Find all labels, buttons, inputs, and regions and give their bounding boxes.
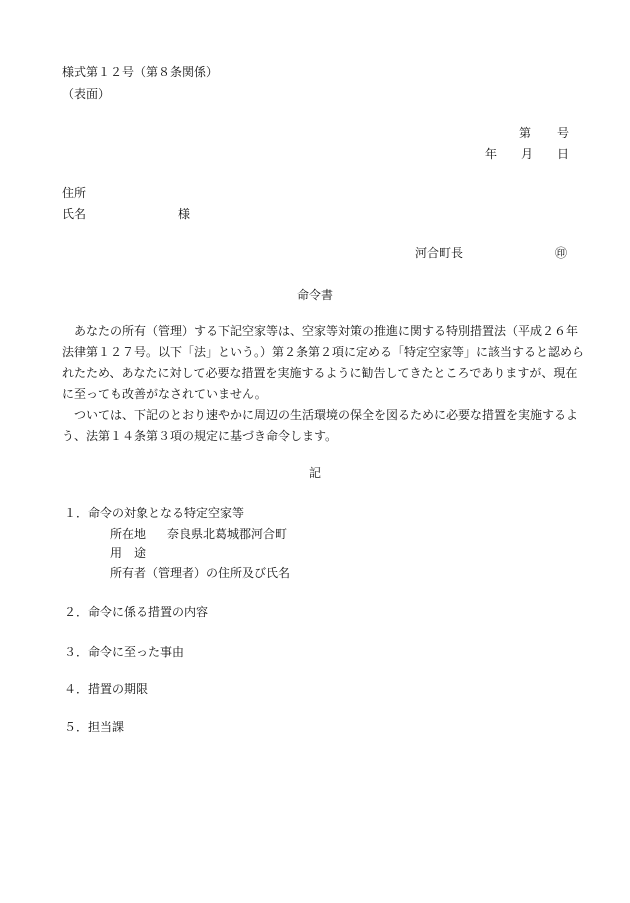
form-number-label: 様式第１２号（第８条関係）	[62, 65, 219, 79]
item-1-label: １．命令の対象となる特定空家等	[64, 506, 245, 520]
date-year: 年	[485, 147, 498, 161]
issuer-title: 河合町長	[415, 246, 464, 260]
side-label: （表面）	[62, 87, 111, 101]
item-1-location-value: 奈良県北葛城郡河合町	[167, 527, 288, 541]
body-paragraph-1	[62, 321, 585, 405]
item-1-use-label: 用 途	[110, 546, 147, 560]
doc-number-prefix: 第	[519, 126, 532, 140]
document-title: 命令書	[297, 288, 334, 302]
seal-mark: ㊞	[555, 246, 568, 260]
item-5-label: ５．担当課	[64, 720, 125, 734]
paragraph-line: う、法第１４条第３項の規定に基づき命令します。	[62, 429, 338, 443]
date-day: 日	[557, 147, 570, 161]
paragraph-line: ついては、下記のとおり速やかに周辺の生活環境の保全を図るために必要な措置を実施するよ	[62, 408, 579, 422]
item-4-label: ４．措置の期限	[64, 682, 149, 696]
honorific: 様	[178, 207, 191, 221]
body-paragraph-2	[62, 405, 579, 447]
paragraph-line: あなたの所有（管理）する下記空家等は、空家等対策の推進に関する特別措置法（平成２６年	[62, 324, 579, 338]
item-2-label: ２．命令に係る措置の内容	[64, 605, 209, 619]
paragraph-line: に至っても改善がなされていません。	[62, 387, 267, 401]
paragraph-line: 法律第１２７号。以下「法」という。）第２条第２項に定める「特定空家等」に該当すると認めら	[62, 345, 585, 359]
item-1-location-label: 所在地	[110, 527, 147, 541]
item-1-owner-label: 所有者（管理者）の住所及び氏名	[110, 566, 291, 580]
ki-heading: 記	[309, 466, 322, 480]
name-label: 氏名	[62, 207, 87, 221]
date-month: 月	[521, 147, 534, 161]
address-label: 住所	[62, 186, 87, 200]
paragraph-line: れたため、あなたに対して必要な措置を実施するように勧告してきたところでありますが、現在	[62, 366, 578, 380]
item-3-label: ３．命令に至った事由	[64, 645, 185, 659]
doc-number-suffix: 号	[557, 126, 570, 140]
